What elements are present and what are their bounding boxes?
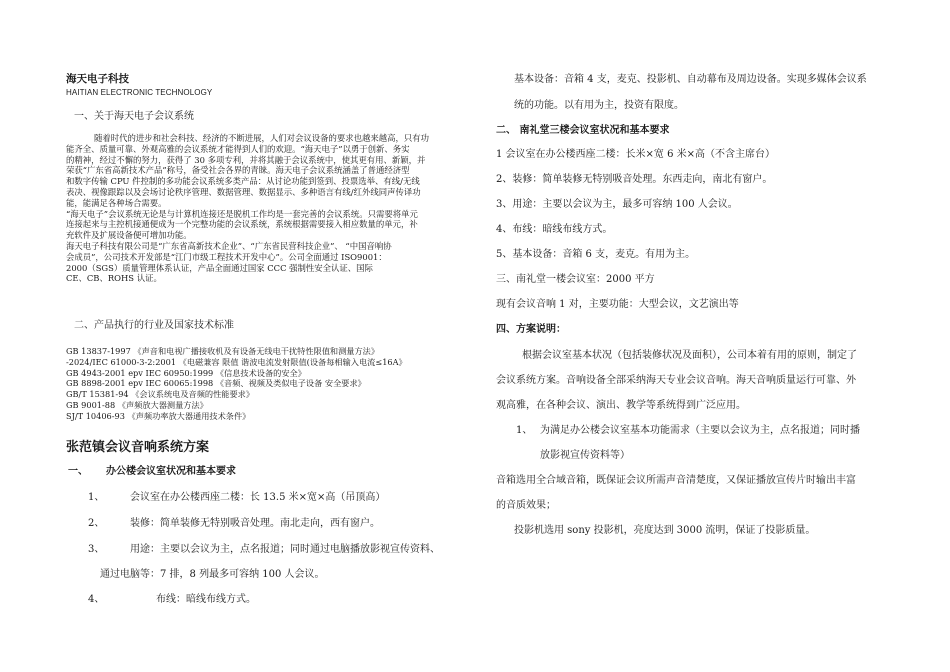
basic-equipment-line: 统的功能。以有用为主，投资有限度。	[514, 100, 684, 111]
intro-line: 海天电子科技有限公司是“广东省高新技术企业”、“广东省民营科技企业”、 “中国音响协	[66, 240, 392, 251]
standard-item: GB 4943-2001 epv IEC 60950:1999 《信息技术设备的安全》	[66, 367, 306, 378]
office-item-number: 2、	[88, 518, 105, 529]
intro-line: 能齐全、质量可靠、外观高雅的会议系统才能得到人们的欢迎。“海天电子”以勇于创新、务实	[66, 143, 410, 154]
standard-item: -2024/IEC 61000-3-2:2001 《电磁兼容 限值 谐波电流发射限值(设备每相输入电流≤16A》	[66, 356, 407, 367]
office-item-number: 3、	[88, 544, 105, 555]
plan-item-text: 为满足办公楼会议室基本功能需求（主要以会议为主，点名报道；同时播	[540, 425, 860, 436]
hall3-item: 2、装修：简单装修无特别吸音处理。东西走向，南北有窗户。	[496, 174, 773, 185]
plan-item-number: 1、	[516, 425, 533, 436]
section2-heading: 二、产品执行的行业及国家技术标准	[74, 320, 234, 331]
intro-line: 2000（SGS）质量管理体系认证，产品全面通过国家 CCC 强制性安全认证、国际	[66, 262, 373, 273]
company-name: 海天电子科技	[66, 73, 129, 85]
hall3-item: 1 会议室在办公楼西座二楼：长米×宽 6 米×高（不含主席台）	[496, 149, 776, 160]
standard-item: GB 9001-88 《声频放大器测量方法》	[66, 399, 208, 410]
main-title: 张范镇会议音响系统方案	[66, 440, 210, 455]
hall1-heading: 三、南礼堂一楼会议室：2000 平方	[496, 274, 655, 285]
standards-list	[66, 346, 407, 422]
plan-line: 根据会议室基本状况（包括装修状况及面积），公司本着有用的原则，制定了	[522, 350, 857, 361]
standard-item: GB/T 15381-94 《会议系统电及音频的性能要求》	[66, 389, 255, 400]
standard-item: GB 8898-2001 epv IEC 60065:1998 《音频、视频及类似电子设备 安全要求》	[66, 378, 366, 389]
hall3-heading: 二、 南礼堂三楼会议室状况和基本要求	[496, 125, 670, 136]
speaker-line: 的音质效果；	[496, 500, 556, 511]
intro-line: CE、CB、ROHS 认证。	[66, 273, 162, 284]
standard-item: GB 13837-1997 《声音和电视广播接收机及有设备无线电干扰特性限值和测量方法》	[66, 346, 380, 356]
projector-line: 投影机选用 sony 投影机，亮度达到 3000 流明，保证了投影质量。	[514, 525, 816, 536]
plan-heading: 四、方案说明：	[496, 324, 566, 335]
intro-line: 表决、视像跟踪以及会场讨论秩序管理、数据管理、数据显示、多种语言有线/红外线同声传译功	[66, 186, 421, 197]
office-item-text-continued: 通过电脑等：7 排，8 列最多可容纳 100 人会议。	[100, 569, 325, 580]
intro-line: 随着时代的进步和社会科技、经济的不断进展，人们对会议设备的要求也越来越高，只有功	[94, 133, 429, 143]
intro-line: 能，能满足各种场合需要。	[66, 197, 167, 208]
basic-equipment-line: 基本设备：音箱 4 支，麦克、投影机、自动幕布及周边设备。实现多媒体会议系	[514, 74, 867, 85]
speaker-line: 音箱选用全合域音箱，既保证会议所需声音清楚度，又保证播放宣传片时输出丰富	[496, 475, 856, 486]
intro-line: 充软件及扩展设备便可增加功能。	[66, 230, 192, 241]
hall3-item: 4、布线：暗线布线方式。	[496, 224, 613, 235]
plan-line: 会议系统方案。音响设备全部采纳海天专业会议音响。海天音响质量运行可靠、外	[496, 375, 856, 386]
intro-line: 连接起来与主控机接通便成为一个完整功能的会议系统，系统根据需要接入相应数量的单元，补	[66, 219, 418, 230]
intro-paragraph	[66, 133, 491, 284]
office-item-text: 用途：主要以会议为主，点名报道；同时通过电脑播放影视宣传资料、	[130, 544, 440, 555]
company-name-english: HAITIAN ELECTRONIC TECHNOLOGY	[66, 88, 213, 97]
hall3-item: 5、基本设备：音箱 6 支，麦克。有用为主。	[496, 249, 696, 260]
intro-line: “海天电子”会议系统无论是与计算机连接还是脱机工作均是一套完善的会议系统。只需要将单元	[66, 208, 418, 219]
intro-line: 的精神，经过不懈的努力，获得了 30 多项专利，并将其融于会议系统中，使其更有用、新颖，并	[66, 154, 426, 165]
intro-line: 荣获“广东省高新技术产品”称号，备受社会各界的青睐。海天电子会议系统涵盖了普通经济型	[66, 165, 410, 176]
intro-line: 和数字传输 CPU 件控制的多功能会议系统多类产品：从讨论功能到签到、投票选举、有线/无线	[66, 176, 420, 187]
office-item-text: 会议室在办公楼西座二楼：长 13.5 米×宽×高（吊顶高）	[130, 492, 386, 503]
intro-line: 会成员”，公司技术开发部是“江门市级工程技术开发中心”。公司全面通过 ISO9001：	[66, 251, 387, 262]
office-item-text: 布线：暗线布线方式。	[156, 594, 256, 605]
office-item-number: 1、	[88, 492, 105, 503]
section1-heading: 一、关于海天电子会议系统	[74, 111, 194, 122]
hall1-description: 现有会议音响 1 对，主要功能：大型会议，文艺演出等	[496, 299, 739, 310]
plan-item-text-continued: 放影视宣传资料等）	[540, 450, 630, 461]
office-item-text: 装修：简单装修无特别吸音处理。南北走向，西有窗户。	[130, 518, 380, 529]
office-heading-number: 一、	[68, 466, 88, 477]
standard-item: SJ/T 10406-93 《声频功率放大器通用技术条件》	[66, 410, 251, 421]
office-heading: 办公楼会议室状况和基本要求	[106, 466, 236, 477]
hall3-item: 3、用途：主要以会议为主，最多可容纳 100 人会议。	[496, 199, 738, 210]
plan-line: 观高雅，在各种会议、演出、教学等系统得到广泛应用。	[496, 400, 746, 411]
office-item-number: 4、	[88, 594, 105, 605]
